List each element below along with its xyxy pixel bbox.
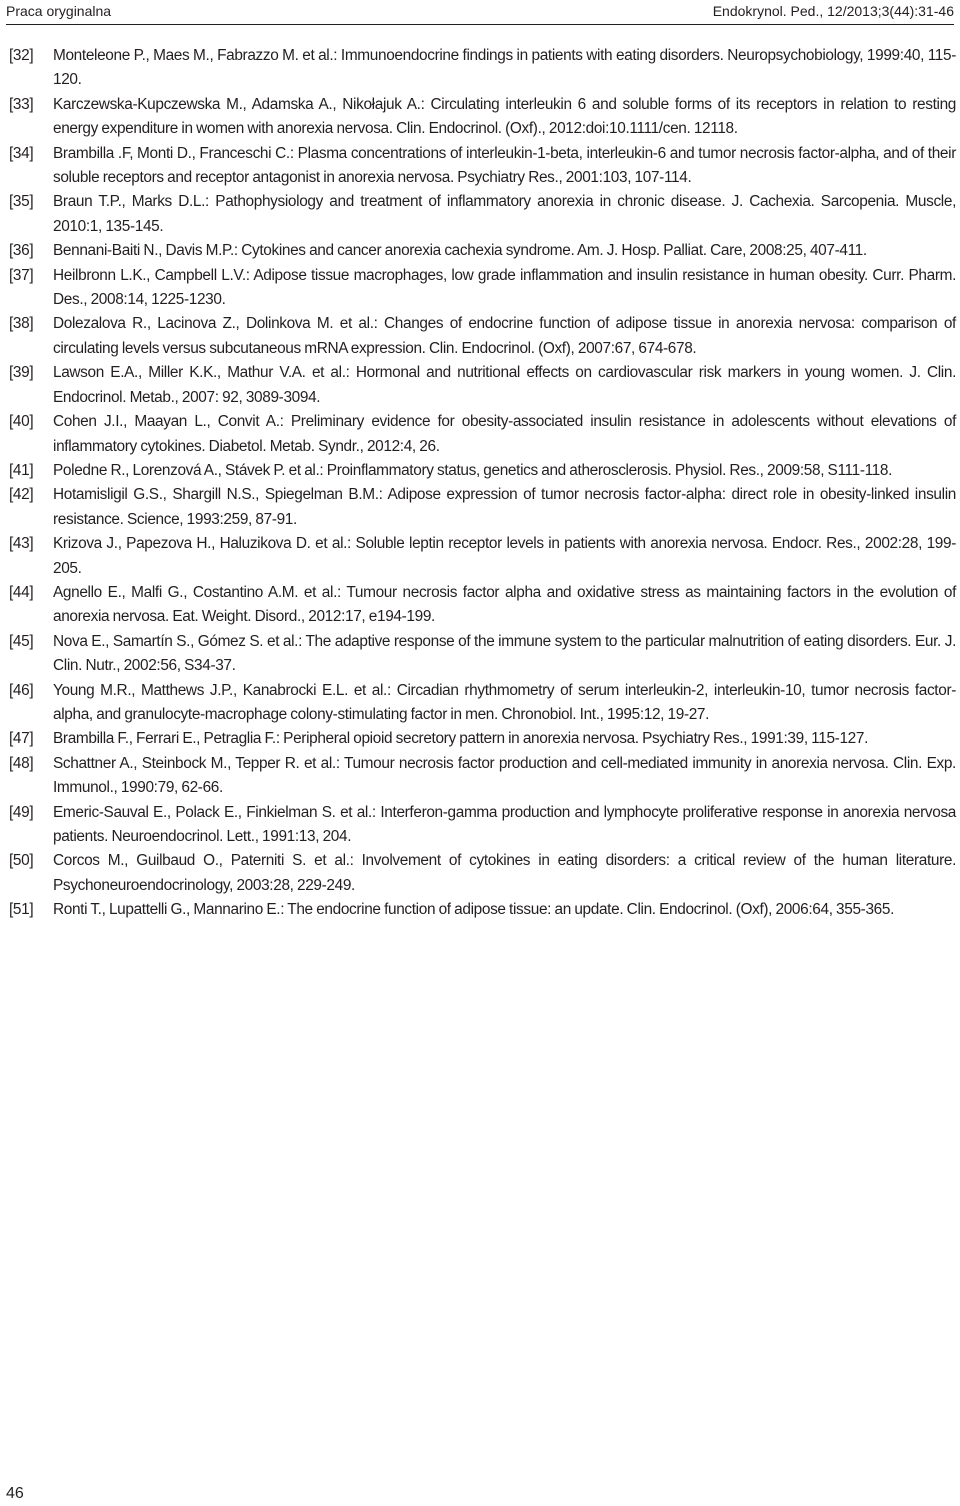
- reference-item: [9, 849, 956, 898]
- reference-number: [47]: [9, 730, 34, 748]
- reference-item: [9, 630, 956, 679]
- reference-number: [33]: [9, 95, 34, 113]
- reference-item: [9, 44, 956, 93]
- reference-text: Heilbronn L.K., Campbell L.V.: Adipose tissue macrophages, low grade inflammation and insulin resistance in human obesity. Curr. Pharm. Des., 2008:14, 1225-1230.: [53, 266, 956, 309]
- reference-text: Cohen J.I., Maayan L., Convit A.: Preliminary evidence for obesity-associated insulin resistance in adolescents without elevations of inflammatory cytokines. Diabetol. Metab. Syndr., 2012:4, 26.: [53, 413, 956, 455]
- reference-item: [9, 483, 956, 532]
- reference-text: Schattner A., Steinbock M., Tepper R. et al.: Tumour necrosis factor production and cell-mediated immunity in anorexia nervosa. Clin. Exp. Immunol., 1990:79, 62-66.: [53, 754, 956, 797]
- reference-item: [9, 898, 956, 922]
- reference-text: Young M.R., Matthews J.P., Kanabrocki E.L. et al.: Circadian rhythmometry of serum interleukin-2, interleukin-10, tumor necrosis factor-alpha, and granulocyte-macrophage colony-stimulating factor in men. Chronobiol. Int., 1995:12, 19-27.: [53, 681, 956, 723]
- reference-text: Brambilla .F, Monti D., Franceschi C.: Plasma concentrations of interleukin-1-beta, interleukin-6 and tumor necrosis factor-alpha, and of their soluble receptors and receptor antagonist in anorexia nervosa. Psychiatry Res., 2001:103, 107-114.: [53, 144, 956, 187]
- reference-text: Karczewska-Kupczewska M., Adamska A., Nikołajuk A.: Circulating interleukin 6 and soluble forms of its receptors in relation to resting energy expenditure in women with anorexia nervosa. Clin. Endocrinol. (Oxf)., 2012:doi:10.1111/cen. 12118.: [53, 95, 956, 138]
- reference-text: Corcos M., Guilbaud O., Paterniti S. et al.: Involvement of cytokines in eating disorders: a critical review of the human literature. Psychoneuroendocrinology, 2003:28, 229-249.: [53, 852, 956, 894]
- reference-text: Nova E., Samartín S., Gómez S. et al.: The adaptive response of the immune system to the particular malnutrition of eating disorders. Eur. J. Clin. Nutr., 2002:56, S34-37.: [53, 632, 956, 675]
- reference-text: Bennani-Baiti N., Davis M.P.: Cytokines and cancer anorexia cachexia syndrome. Am. J. Hosp. Palliat. Care, 2008:25, 407-411.: [53, 242, 867, 260]
- reference-number: [39]: [9, 364, 34, 382]
- reference-item: [9, 190, 956, 239]
- reference-number: [42]: [9, 486, 34, 504]
- reference-item: [9, 312, 956, 361]
- reference-item: [9, 727, 956, 751]
- reference-number: [41]: [9, 461, 34, 479]
- reference-number: [48]: [9, 754, 34, 772]
- reference-number: [35]: [9, 193, 34, 211]
- reference-item: [9, 581, 956, 630]
- reference-item: [9, 679, 956, 728]
- reference-text: Lawson E.A., Miller K.K., Mathur V.A. et al.: Hormonal and nutritional effects on cardiovascular risk markers in young women. J. Clin. Endocrinol. Metab., 2007: 92, 3089-3094.: [53, 364, 956, 406]
- reference-number: [40]: [9, 413, 34, 431]
- reference-text: Monteleone P., Maes M., Fabrazzo M. et al.: Immunoendocrine findings in patients with eating disorders. Neuropsychobiology, 1999:40, 115-120.: [53, 47, 956, 89]
- reference-text: Brambilla F., Ferrari E., Petraglia F.: Peripheral opioid secretory pattern in anorexia nervosa. Psychiatry Res., 1991:39, 115-127.: [53, 730, 868, 748]
- reference-text: Dolezalova R., Lacinova Z., Dolinkova M. et al.: Changes of endocrine function of adipose tissue in anorexia nervosa: comparison of circulating levels versus subcutaneous mRNA expression. Clin. Endocrinol. (Oxf), 2007:67, 674-678.: [53, 315, 956, 357]
- reference-item: [9, 459, 956, 483]
- reference-item: [9, 532, 956, 581]
- reference-number: [34]: [9, 144, 34, 162]
- running-header: [0, 0, 960, 24]
- reference-number: [45]: [9, 632, 34, 650]
- journal-citation: Endokrynol. Ped., 12/2013;3(44):31-46: [712, 3, 954, 19]
- reference-number: [46]: [9, 681, 34, 699]
- reference-text: Agnello E., Malfi G., Costantino A.M. et al.: Tumour necrosis factor alpha and oxidative stress as maintaining factors in the evolution of anorexia nervosa. Eat. Weight. Disord., 2012:17, e194-199.: [53, 583, 956, 626]
- reference-item: [9, 264, 956, 313]
- reference-number: [51]: [9, 901, 34, 919]
- reference-item: [9, 752, 956, 801]
- reference-text: Ronti T., Lupattelli G., Mannarino E.: The endocrine function of adipose tissue: an update. Clin. Endocrinol. (Oxf), 2006:64, 355-365.: [53, 901, 895, 919]
- reference-text: Emeric-Sauval E., Polack E., Finkielman S. et al.: Interferon-gamma production and lymphocyte proliferative response in anorexia nervosa patients. Neuroendocrinol. Lett., 1991:13, 204.: [53, 803, 956, 845]
- reference-item: [9, 410, 956, 459]
- reference-number: [32]: [9, 47, 34, 64]
- reference-item: [9, 361, 956, 410]
- reference-text: Poledne R., Lorenzová A., Stávek P. et al.: Proinflammatory status, genetics and atherosclerosis. Physiol. Res., 2009:58, S111-118.: [53, 461, 893, 479]
- reference-text: Hotamisligil G.S., Shargill N.S., Spiegelman B.M.: Adipose expression of tumor necrosis factor-alpha: direct role in obesity-linked insulin resistance. Science, 1993:259, 87-91.: [53, 486, 956, 528]
- reference-item: [9, 142, 956, 191]
- reference-number: [49]: [9, 803, 34, 821]
- page-number: 46: [6, 1485, 24, 1502]
- reference-item: [9, 801, 956, 850]
- reference-number: [38]: [9, 315, 34, 333]
- reference-list: [9, 44, 956, 923]
- reference-number: [50]: [9, 852, 34, 870]
- reference-item: [9, 239, 956, 263]
- header-divider: [6, 24, 954, 25]
- reference-number: [37]: [9, 266, 34, 284]
- reference-text: Braun T.P., Marks D.L.: Pathophysiology and treatment of inflammatory anorexia in chronic disease. J. Cachexia. Sarcopenia. Muscle, 2010:1, 135-145.: [53, 193, 956, 235]
- reference-text: Krizova J., Papezova H., Haluzikova D. et al.: Soluble leptin receptor levels in patients with anorexia nervosa. Endocr. Res., 2002:28, 199-205.: [53, 535, 956, 577]
- reference-number: [44]: [9, 583, 34, 601]
- reference-number: [36]: [9, 242, 34, 260]
- reference-number: [43]: [9, 535, 34, 553]
- reference-item: [9, 93, 956, 142]
- article-type-label: Praca oryginalna: [6, 3, 112, 19]
